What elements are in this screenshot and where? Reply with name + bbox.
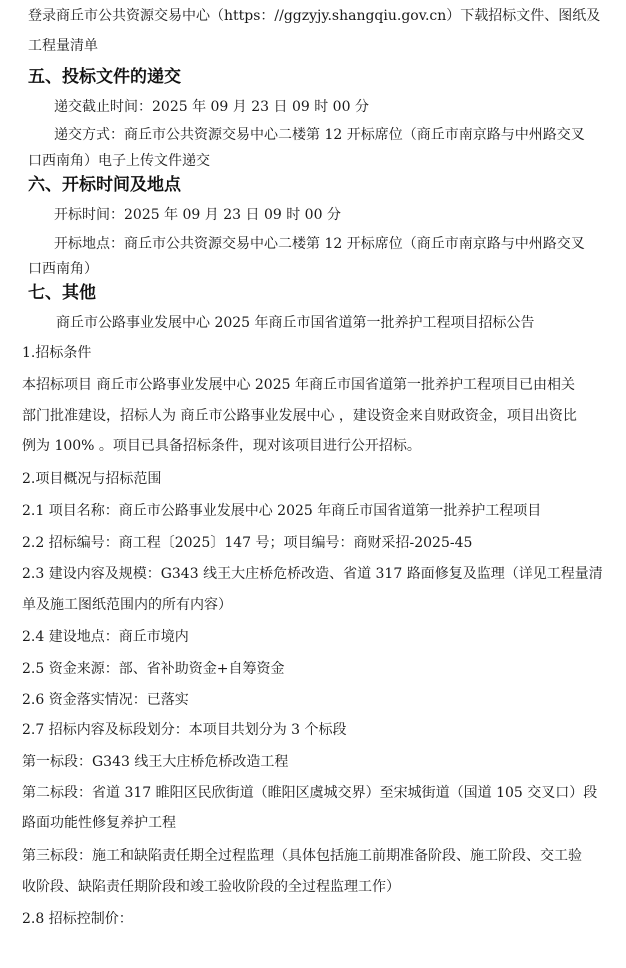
- submission-method-line-1: 递交方式：商丘市公共资源交易中心二楼第 12 开标席位（商丘市南京路与中州路交叉: [54, 127, 585, 143]
- funding-source: 2.5 资金来源：部、省补助资金+自筹资金: [22, 661, 285, 677]
- lot-3-line-1: 第三标段：施工和缺陷责任期全过程监理（具体包括施工前期准备阶段、施工阶段、交工验: [22, 848, 582, 864]
- construction-location: 2.4 建设地点：商丘市境内: [22, 629, 189, 645]
- lot-3-line-2: 收阶段、缺陷责任期阶段和竣工验收阶段的全过程监理工作）: [22, 879, 400, 895]
- intro-line-2: 工程量清单: [28, 38, 98, 54]
- tender-conditions-line-3: 例为 100% 。项目已具备招标条件，现对该项目进行公开招标。: [22, 438, 421, 454]
- project-name: 2.1 项目名称：商丘市公路事业发展中心 2025 年商丘市国省道第一批养护工程项目: [22, 503, 542, 519]
- tender-number: 2.2 招标编号：商工程〔2025〕147 号；项目编号：商财采招-2025-45: [22, 535, 473, 551]
- submission-deadline: 递交截止时间：2025 年 09 月 23 日 09 时 00 分: [54, 99, 369, 115]
- tender-conditions-line-2: 部门批准建设，招标人为 商丘市公路事业发展中心 ，建设资金来自财政资金，项目出资比: [22, 408, 577, 424]
- opening-place-line-1: 开标地点：商丘市公共资源交易中心二楼第 12 开标席位（商丘市南京路与中州路交叉: [54, 236, 585, 252]
- section-6-heading: 六、开标时间及地点: [28, 175, 181, 195]
- lot-2-line-2: 路面功能性修复养护工程: [22, 815, 176, 831]
- funding-status: 2.6 资金落实情况：已落实: [22, 692, 189, 708]
- section-5-heading: 五、投标文件的递交: [28, 67, 181, 87]
- tender-conditions-line-1: 本招标项目 商丘市公路事业发展中心 2025 年商丘市国省道第一批养护工程项目已由相关: [22, 377, 575, 393]
- subsection-1-title: 1.招标条件: [22, 345, 92, 361]
- opening-time: 开标时间：2025 年 09 月 23 日 09 时 00 分: [54, 207, 341, 223]
- subsection-2-title: 2.项目概况与招标范围: [22, 471, 162, 487]
- section-7-heading: 七、其他: [28, 283, 96, 303]
- lot-1: 第一标段：G343 线王大庄桥危桥改造工程: [22, 754, 289, 770]
- tender-control-price: 2.8 招标控制价：: [22, 911, 133, 927]
- lot-division: 2.7 招标内容及标段划分：本项目共划分为 3 个标段: [22, 722, 347, 738]
- submission-method-line-2: 口西南角）电子上传文件递交: [28, 153, 210, 169]
- construction-scope-line-2: 单及施工图纸范围内的所有内容）: [22, 597, 232, 613]
- construction-scope-line-1: 2.3 建设内容及规模：G343 线王大庄桥危桥改造、省道 317 路面修复及监理（详见工程量清: [22, 566, 603, 582]
- intro-line-1: 登录商丘市公共资源交易中心（https：//ggzyjy.shangqiu.gov.cn）下载招标文件、图纸及: [28, 8, 601, 24]
- notice-title: 商丘市公路事业发展中心 2025 年商丘市国省道第一批养护工程项目招标公告: [56, 315, 535, 331]
- opening-place-line-2: 口西南角）: [28, 261, 98, 277]
- lot-2-line-1: 第二标段：省道 317 睢阳区民欣街道（睢阳区虞城交界）至宋城街道（国道 105 交叉口）段: [22, 785, 598, 801]
